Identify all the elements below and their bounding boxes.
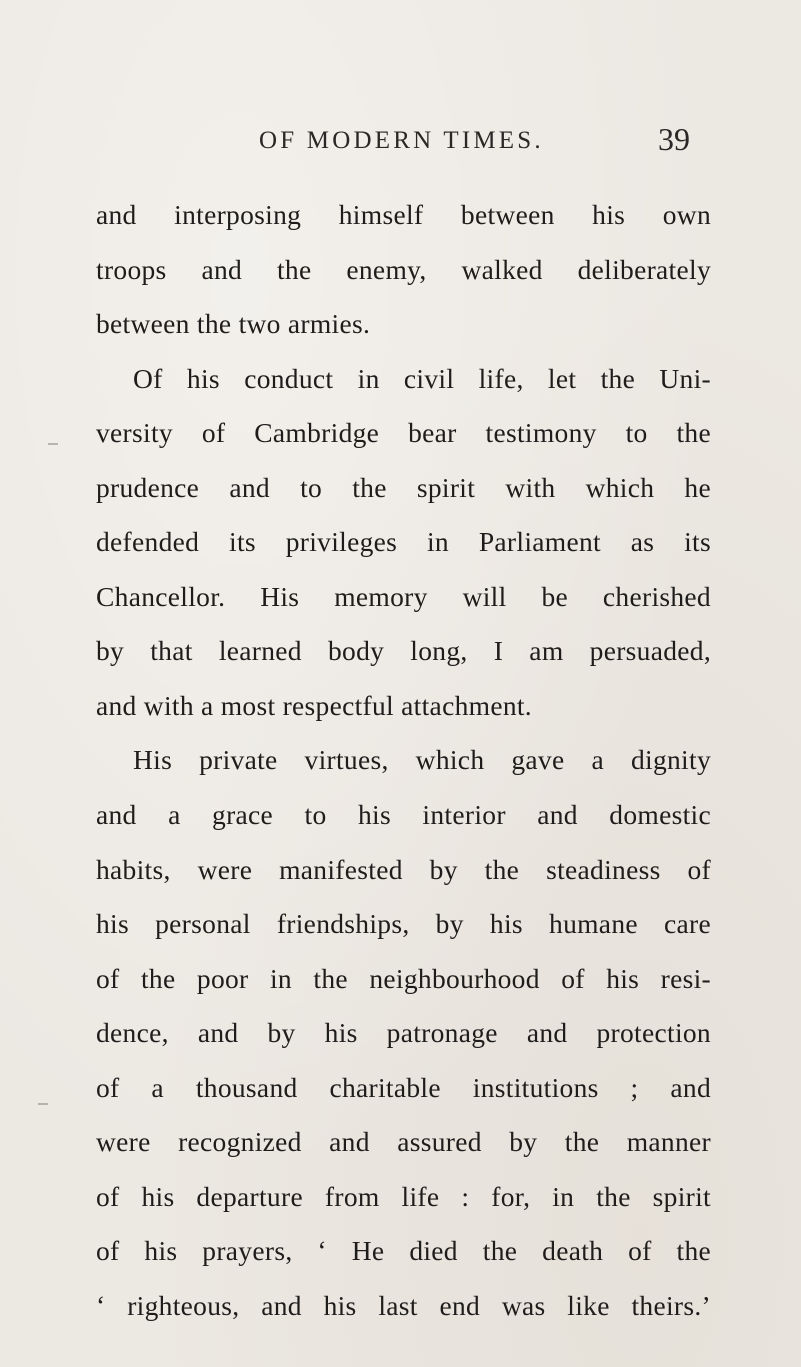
text-line: troops and the enemy, walked deliberately <box>96 253 711 285</box>
text-line: prudence and to the spirit with which he <box>96 471 711 503</box>
text-line: ‘ righteous, and his last end was like theirs.’ <box>96 1289 711 1321</box>
text-line: and a grace to his interior and domestic <box>96 799 711 831</box>
text-line: Of his conduct in civil life, let the Uni- <box>133 362 711 394</box>
text-line: between the two armies. <box>96 308 371 340</box>
text-line: versity of Cambridge bear testimony to the <box>96 417 711 449</box>
text-line: and interposing himself between his own <box>96 199 711 230</box>
text-line: of a thousand charitable institutions ; and <box>96 1071 711 1103</box>
text-line: His private virtues, which gave a dignity <box>133 744 711 776</box>
margin-speck <box>38 1103 48 1105</box>
text-line: and with a most respectful attachment. <box>96 689 532 721</box>
margin-speck <box>48 443 58 445</box>
text-line: of the poor in the neighbourhood of his resi- <box>96 962 711 994</box>
text-line: of his prayers, ‘ He died the death of the <box>96 1235 711 1267</box>
text-line: his personal friendships, by his humane care <box>96 908 711 940</box>
text-line: were recognized and assured by the manner <box>96 1126 711 1158</box>
text-line: habits, were manifested by the steadiness of <box>96 853 711 885</box>
page-number: 39 <box>658 121 690 157</box>
text-line: defended its privileges in Parliament as its <box>96 526 711 558</box>
text-line: Chancellor. His memory will be cherished <box>96 580 711 612</box>
text-line: of his departure from life : for, in the spirit <box>96 1180 711 1212</box>
running-title: OF MODERN TIMES. <box>259 127 544 154</box>
text-line: dence, and by his patronage and protection <box>96 1017 711 1049</box>
body-text <box>96 188 711 1333</box>
text-line: by that learned body long, I am persuaded, <box>96 635 711 667</box>
running-head <box>0 121 801 167</box>
